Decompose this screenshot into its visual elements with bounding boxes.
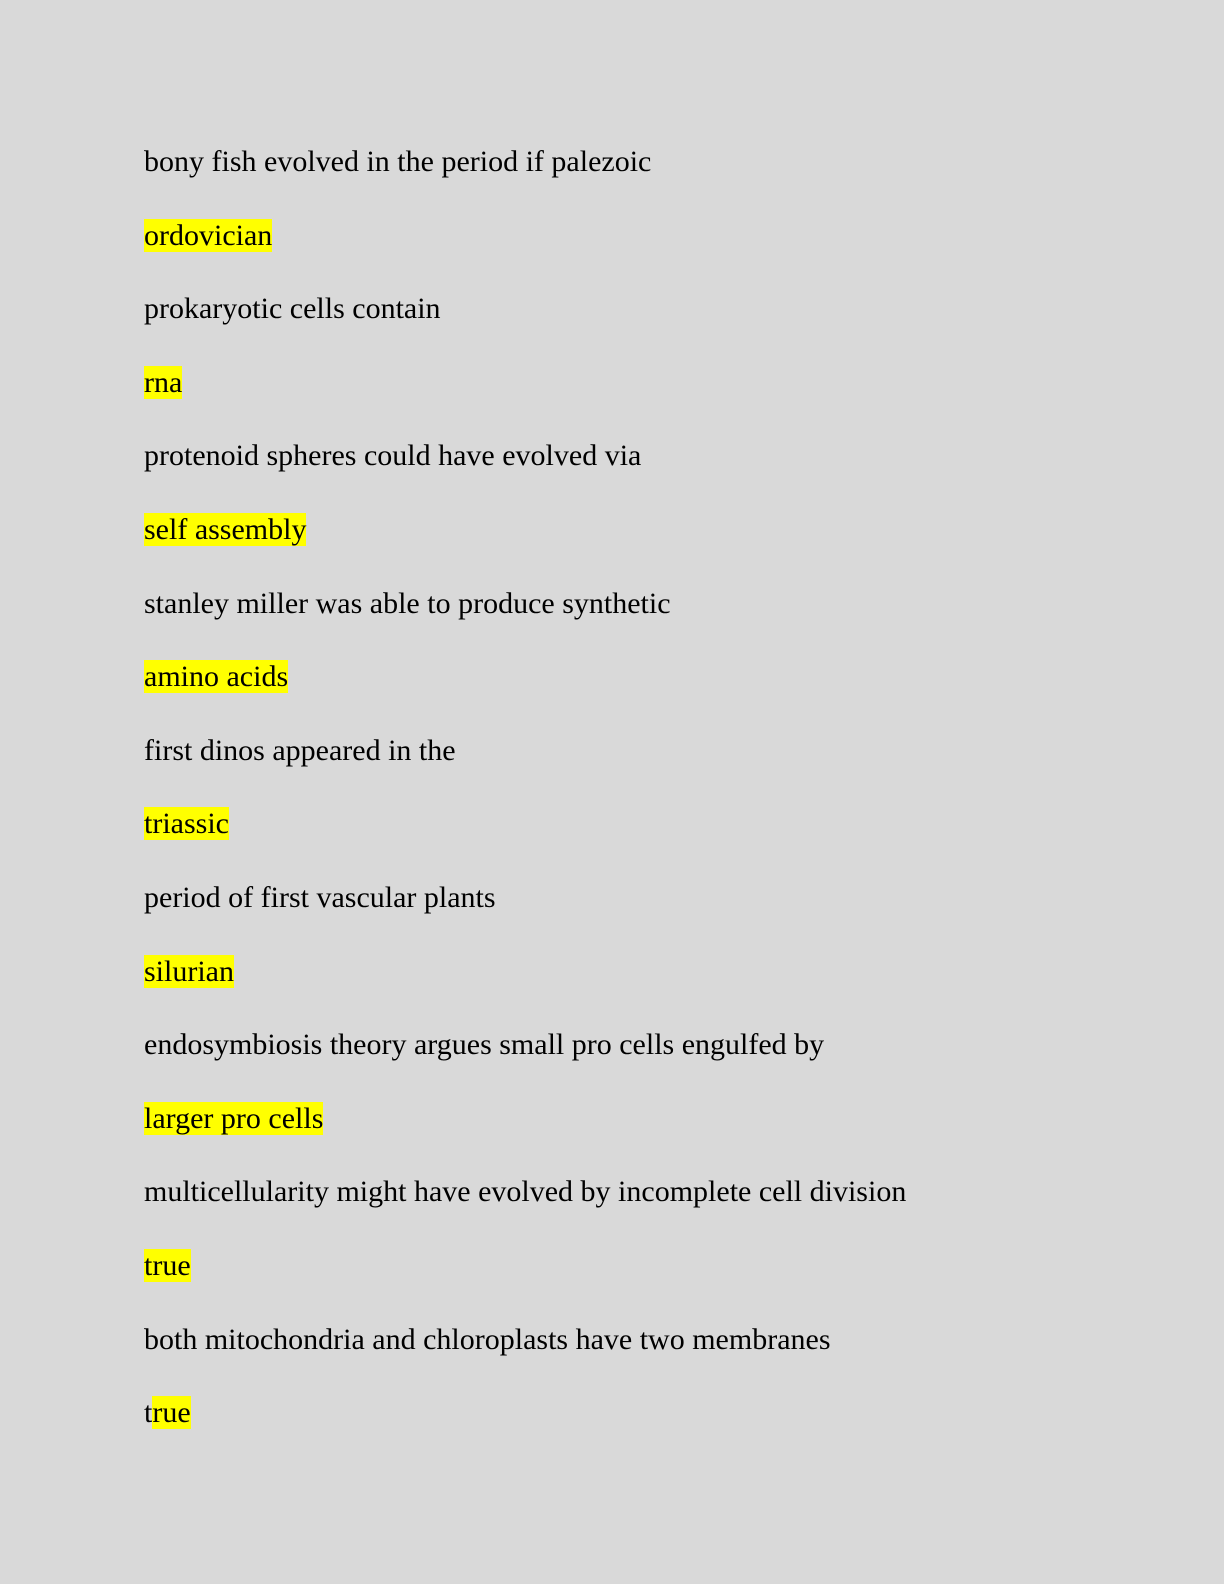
answer-text: [144, 216, 1144, 255]
question-text: endosymbiosis theory argues small pro cells engulfed by: [144, 1028, 825, 1062]
answer-highlight: self assembly: [144, 512, 307, 546]
answer-text: [144, 363, 1144, 402]
question-text: multicellularity might have evolved by incomplete cell division: [144, 1175, 907, 1209]
question-text: both mitochondria and chloroplasts have two membranes: [144, 1322, 831, 1356]
answer-highlight: silurian: [144, 954, 234, 988]
answer-highlight: larger pro cells: [144, 1101, 324, 1135]
answer-text: [144, 804, 1144, 843]
question-text: stanley miller was able to produce synthetic: [144, 586, 671, 620]
answer-highlight: rna: [144, 365, 183, 399]
question-text: first dinos appeared in the: [144, 733, 456, 767]
answer-text: [144, 657, 1144, 696]
answer-unhighlighted-part: t: [144, 1396, 153, 1430]
answer-highlight: amino acids: [144, 660, 289, 694]
answer-text: [144, 1099, 1144, 1138]
document-page: [144, 142, 1144, 1467]
question-text: protenoid spheres could have evolved via: [144, 439, 642, 473]
question-text: bony fish evolved in the period if palezoic: [144, 145, 652, 178]
answer-highlight: true: [144, 1248, 191, 1282]
answer-text: [144, 1393, 1144, 1432]
answer-highlight: rue: [152, 1396, 191, 1430]
question-text: period of first vascular plants: [144, 880, 496, 914]
answer-text: [144, 952, 1144, 991]
answer-text: [144, 510, 1144, 549]
answer-text: [144, 1246, 1144, 1285]
answer-highlight: triassic: [144, 807, 229, 841]
question-text: prokaryotic cells contain: [144, 292, 441, 326]
answer-highlight: ordovician: [144, 218, 273, 252]
